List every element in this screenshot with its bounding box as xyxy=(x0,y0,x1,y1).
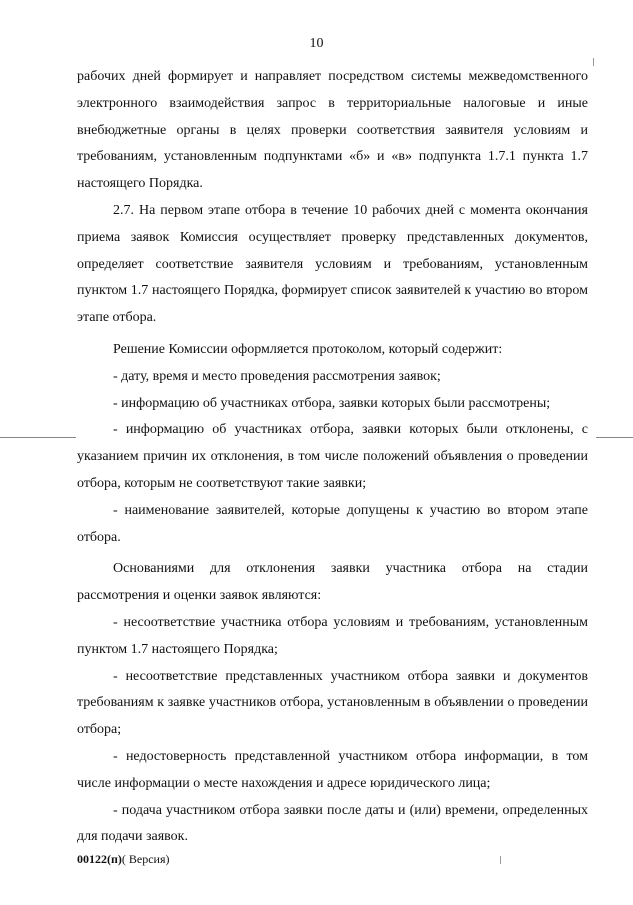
footer-version xyxy=(77,852,170,867)
page-number: 10 xyxy=(309,36,324,51)
list-item: - информацию об участниках отбора, заявки которых были рассмотрены; xyxy=(113,395,551,411)
paragraph: Основаниями для отклонения заявки участника отбора на стадии рассмотрения и оценки заявок являются: xyxy=(77,561,588,604)
paragraph: Решение Комиссии оформляется протоколом, который содержит: xyxy=(113,341,503,357)
paragraph: рабочих дней формирует и направляет посредством системы межведомственного электронного взаимодействия запрос в территориальные налоговые и иные внебюджетные органы в целях проверки соответствия заявителя условиям и требованиям, установленным подпунктами «б» и «в» подпункта 1.7.1 пункта 1.7 настоящего Порядка. xyxy=(77,69,588,192)
list-item: - подача участником отбора заявки после даты и (или) времени, определенных для подачи заявок. xyxy=(77,802,588,845)
document-body xyxy=(77,64,588,851)
list-item: - несоответствие участника отбора условиям и требованиям, установленным пунктом 1.7 настоящего Порядка; xyxy=(77,614,588,657)
margin-rule-left xyxy=(0,437,76,438)
paragraph: 2.7. На первом этапе отбора в течение 10 рабочих дней с момента окончания приема заявок Комиссия осуществляет проверку представленных документов, определяет соответствие заявителя условиям и требованиям, установленным пунктом 1.7 настоящего Порядка, формирует список заявителей к участию во втором этапе отбора. xyxy=(77,202,588,326)
list-item: - информацию об участниках отбора, заявки которых были отклонены, с указанием причин их отклонения, в том числе положений объявления о проведении отбора, которым не соответствуют такие заявки; xyxy=(77,422,588,491)
document-code: 00122(п) xyxy=(77,852,122,866)
list-item: - несоответствие представленных участником отбора заявки и документов требованиям к заявке участников отбора, установленным в объявлении о проведении отбора; xyxy=(77,668,588,738)
scan-speck xyxy=(500,856,501,864)
version-label: ( Версия) xyxy=(121,852,170,866)
list-item: - недостоверность представленной участником отбора информации, в том числе информации о месте нахождения и адресе юридического лица; xyxy=(77,748,588,791)
scan-speck xyxy=(593,58,594,66)
margin-rule-right xyxy=(596,437,633,438)
list-item: - дату, время и место проведения рассмотрения заявок; xyxy=(113,368,441,384)
list-item: - наименование заявителей, которые допущены к участию во втором этапе отбора. xyxy=(77,502,588,545)
